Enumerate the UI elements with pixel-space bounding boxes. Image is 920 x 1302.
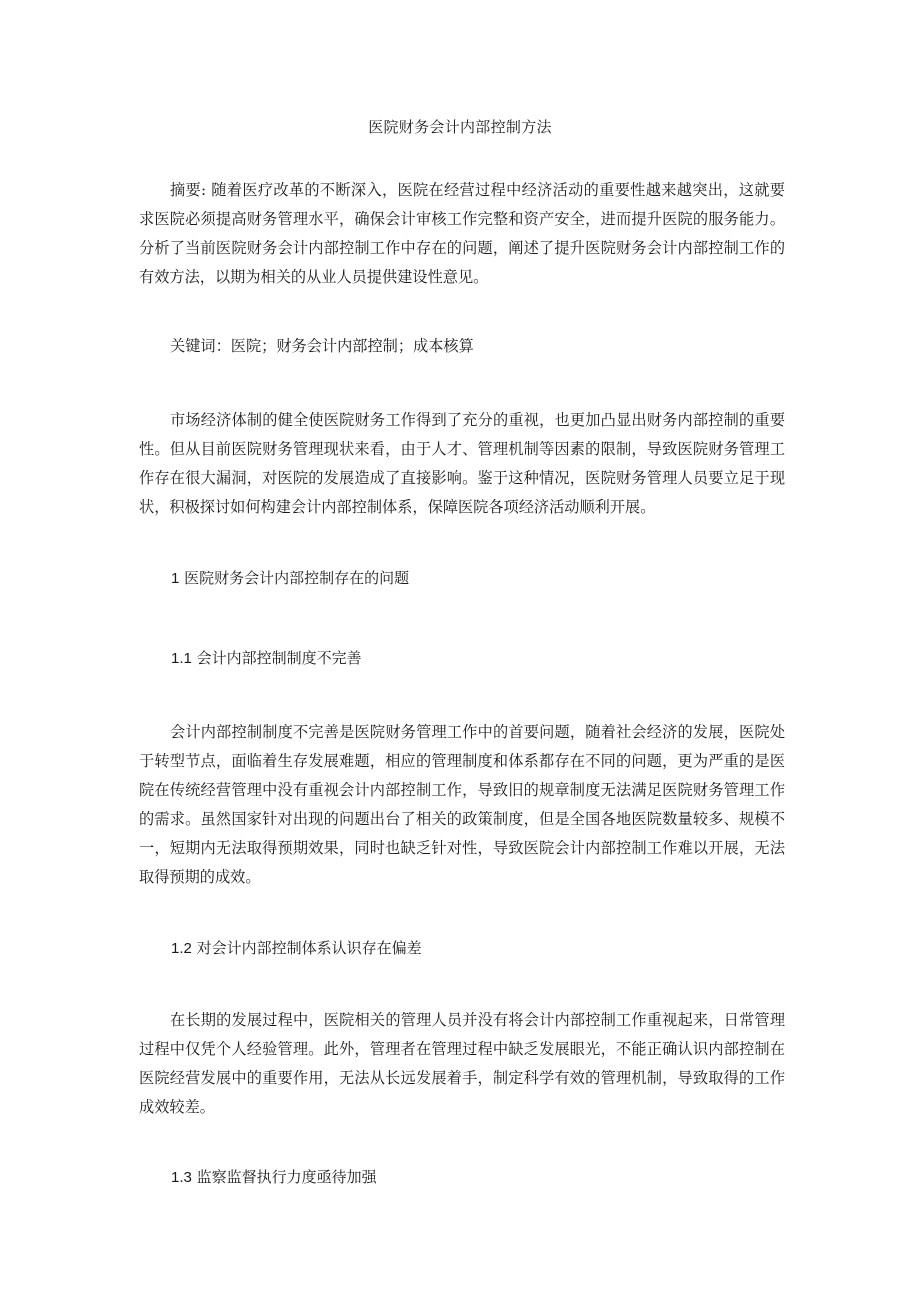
section-1-1-heading — [171, 648, 362, 669]
section-1-2-number: 1.2 — [171, 940, 192, 957]
section-1-1-number: 1.1 — [171, 650, 192, 667]
section-1-2-title: 对会计内部控制体系认识存在偏差 — [196, 939, 422, 957]
section-1-2-heading — [171, 938, 422, 959]
section-1-3-number: 1.3 — [171, 1169, 192, 1186]
section-1-number: 1 — [171, 570, 180, 587]
section-1-3-heading — [171, 1167, 377, 1188]
section-1-2-body: 在长期的发展过程中，医院相关的管理人员并没有将会计内部控制工作重视起来，日常管理过程中仅凭个人经验管理。此外，管理者在管理过程中缺乏发展眼光，不能正确认识内部控制在医院经营发展中的重要作用，无法从长远发展着手，制定科学有效的管理机制，导致取得的工作成效较差。 — [139, 1011, 785, 1116]
intro-paragraph: 市场经济体制的健全使医院财务工作得到了充分的重视，也更加凸显出财务内部控制的重要性。但从目前医院财务管理现状来看，由于人才、管理机制等因素的限制，导致医院财务管理工作存在很大漏洞，对医院的发展造成了直接影响。鉴于这种情况，医院财务管理人员要立足于现状，积极探讨如何构建会计内部控制体系，保障医院各项经济活动顺利开展。 — [139, 411, 785, 516]
section-1-title: 医院财务会计内部控制存在的问题 — [184, 569, 410, 587]
abstract-paragraph: 摘要: 随着医疗改革的不断深入，医院在经营过程中经济活动的重要性越来越突出，这就要求医院必须提高财务管理水平，确保会计审核工作完整和资产安全，进而提升医院的服务能力。分析了当前医院财务会计内部控制工作中存在的问题，阐述了提升医院财务会计内部控制工作的有效方法，以期为相关的从业人员提供建设性意见。 — [139, 181, 785, 286]
section-1-heading — [171, 568, 409, 589]
document-title: 医院财务会计内部控制方法 — [368, 118, 552, 136]
section-1-1-body: 会计内部控制制度不完善是医院财务管理工作中的首要问题，随着社会经济的发展，医院处于转型节点，面临着生存发展难题，相应的管理制度和体系都存在不同的问题，更为严重的是医院在传统经营管理中没有重视会计内部控制工作，导致旧的规章制度无法满足医院财务管理工作的需求。虽然国家针对出现的问题出台了相关的政策制度，但是全国各地医院数量较多、规模不一，短期内无法取得预期效果，同时也缺乏针对性，导致医院会计内部控制工作难以开展，无法取得预期的成效。 — [139, 723, 785, 886]
section-1-3-title: 监察监督执行力度亟待加强 — [196, 1168, 377, 1186]
section-1-1-title: 会计内部控制制度不完善 — [196, 649, 362, 667]
keywords-paragraph: 关键词：医院；财务会计内部控制；成本核算 — [170, 337, 474, 355]
